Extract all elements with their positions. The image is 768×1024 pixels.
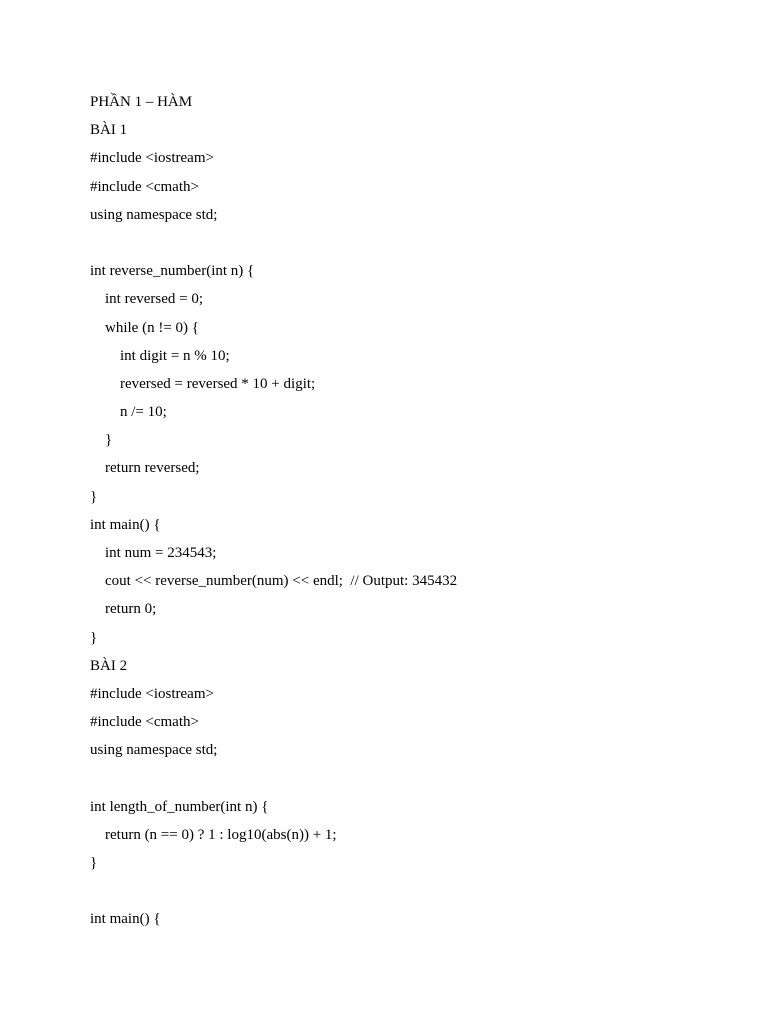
code-line: int reversed = 0; — [90, 291, 204, 308]
code-line: } — [90, 488, 98, 505]
code-line: } — [90, 432, 113, 449]
code-line: while (n != 0) { — [90, 319, 199, 336]
code-line: } — [90, 855, 98, 872]
code-line: n /= 10; — [90, 404, 167, 421]
blank-line — [90, 765, 730, 793]
code-line: #include <iostream> — [90, 150, 214, 167]
code-line: return reversed; — [90, 460, 200, 477]
code-line: int length_of_number(int n) { — [90, 798, 269, 815]
code-line: using namespace std; — [90, 206, 218, 223]
code-line: int digit = n % 10; — [90, 347, 230, 364]
blank-line — [90, 229, 730, 257]
code-line: #include <iostream> — [90, 685, 214, 702]
document-page — [90, 88, 730, 934]
code-line: using namespace std; — [90, 742, 218, 759]
code-line: } — [90, 629, 98, 646]
code-line: reversed = reversed * 10 + digit; — [90, 375, 316, 392]
code-line: int main() { — [90, 911, 161, 928]
code-line: int reverse_number(int n) { — [90, 263, 255, 280]
code-line: return 0; — [90, 601, 157, 618]
blank-line — [90, 877, 730, 905]
code-line: #include <cmath> — [90, 178, 199, 195]
code-line: int num = 234543; — [90, 545, 217, 561]
code-line: return (n == 0) ? 1 : log10(abs(n)) + 1; — [90, 826, 337, 843]
code-line: cout << reverse_number(num) << endl; // Output: 345432 — [90, 573, 458, 590]
section-heading: PHẦN 1 – HÀM — [90, 94, 193, 110]
code-line: #include <cmath> — [90, 714, 199, 731]
exercise-heading: BÀI 1 — [90, 122, 128, 139]
code-line: int main() { — [90, 516, 161, 533]
exercise-heading: BÀI 2 — [90, 657, 128, 674]
